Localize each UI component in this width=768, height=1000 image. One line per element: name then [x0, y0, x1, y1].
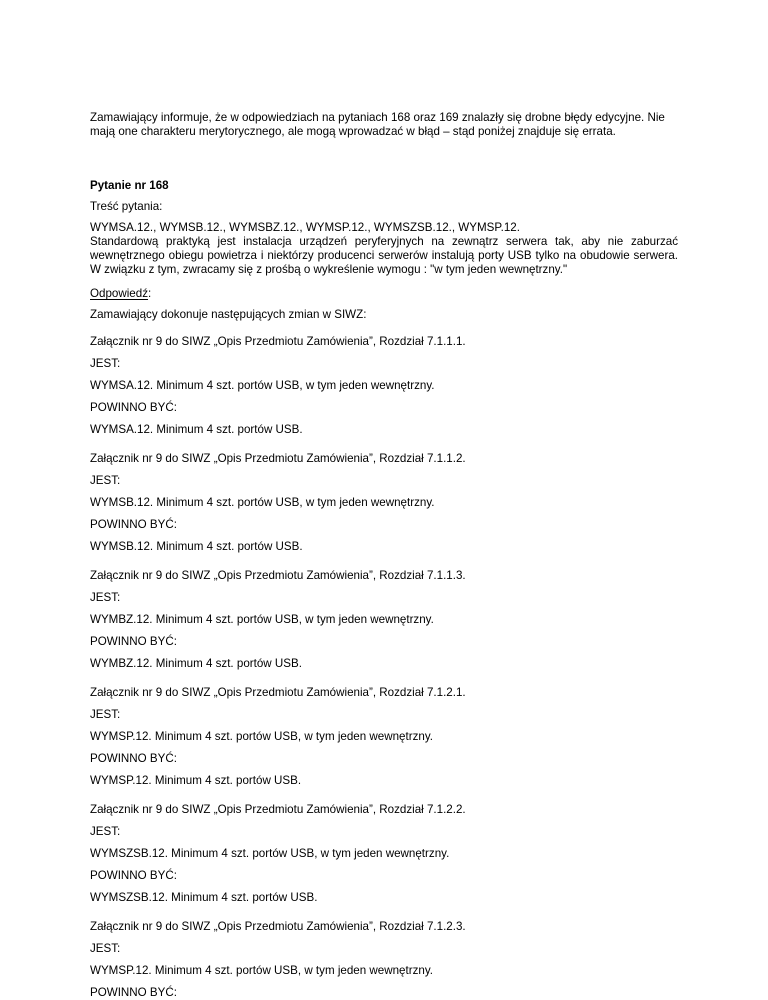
is-text: WYMSP.12. Minimum 4 szt. portów USB, w tym jeden wewnętrzny.: [90, 730, 433, 743]
should-be-text: WYMBZ.12. Minimum 4 szt. portów USB.: [90, 657, 302, 670]
is-label: JEST:: [90, 708, 121, 721]
document-page: [90, 111, 678, 1000]
should-be-text: WYMSA.12. Minimum 4 szt. portów USB.: [90, 423, 303, 436]
should-be-label: POWINNO BYĆ:: [90, 401, 177, 414]
change-reference: Załącznik nr 9 do SIWZ „Opis Przedmiotu Zamówienia”, Rozdział 7.1.1.3.: [90, 569, 466, 582]
answer-label-text: Odpowiedź: [90, 287, 149, 300]
should-be-text: WYMSZSB.12. Minimum 4 szt. portów USB.: [90, 891, 318, 904]
change-item: [90, 569, 678, 671]
change-item: [90, 686, 678, 788]
change-reference: Załącznik nr 9 do SIWZ „Opis Przedmiotu Zamówienia”, Rozdział 7.1.2.1.: [90, 686, 466, 699]
is-text: WYMSZSB.12. Minimum 4 szt. portów USB, w tym jeden wewnętrzny.: [90, 847, 450, 860]
question-text: [90, 221, 678, 277]
should-be-label: POWINNO BYĆ:: [90, 752, 177, 765]
change-reference: Załącznik nr 9 do SIWZ „Opis Przedmiotu Zamówienia”, Rozdział 7.1.1.2.: [90, 452, 466, 465]
change-reference: Załącznik nr 9 do SIWZ „Opis Przedmiotu Zamówienia”, Rozdział 7.1.1.1.: [90, 335, 466, 348]
is-label: JEST:: [90, 591, 121, 604]
answer-label: [90, 287, 678, 301]
question-label: Treść pytania:: [90, 200, 163, 213]
is-text: WYMBZ.12. Minimum 4 szt. portów USB, w tym jeden wewnętrzny.: [90, 613, 434, 626]
should-be-text: WYMSP.12. Minimum 4 szt. portów USB.: [90, 774, 302, 787]
is-text: WYMSB.12. Minimum 4 szt. portów USB, w tym jeden wewnętrzny.: [90, 496, 435, 509]
should-be-label: POWINNO BYĆ:: [90, 635, 177, 648]
change-item: [90, 803, 678, 905]
is-label: JEST:: [90, 942, 121, 955]
change-item: [90, 452, 678, 554]
should-be-label: POWINNO BYĆ:: [90, 869, 177, 882]
change-reference: Załącznik nr 9 do SIWZ „Opis Przedmiotu Zamówienia”, Rozdział 7.1.2.3.: [90, 920, 466, 933]
should-be-text: WYMSB.12. Minimum 4 szt. portów USB.: [90, 540, 303, 553]
changes-list: [90, 335, 678, 1000]
question-line: WYMSA.12., WYMSB.12., WYMSBZ.12., WYMSP.12., WYMSZSB.12., WYMSP.12.: [90, 221, 520, 234]
is-text: WYMSA.12. Minimum 4 szt. portów USB, w tym jeden wewnętrzny.: [90, 379, 435, 392]
change-item: [90, 920, 678, 1000]
is-label: JEST:: [90, 357, 121, 370]
is-label: JEST:: [90, 825, 121, 838]
answer-intro: Zamawiający dokonuje następujących zmian w SIWZ:: [90, 308, 367, 321]
answer-label-suffix: :: [148, 287, 152, 300]
question-line: Standardową praktyką jest instalacja urządzeń peryferyjnych na zewnątrz serwera tak, aby nie zaburzać wewnętrznego obiegu powietrza i niektórzy producenci serwerów instalują porty USB tylko na obudowie serwera. W związku z tym, zwracamy się z prośbą o wykreślenie wymogu : "w tym jeden wewnętrzny.": [90, 235, 678, 276]
question-heading: Pytanie nr 168: [90, 179, 169, 192]
is-label: JEST:: [90, 474, 121, 487]
should-be-label: POWINNO BYĆ:: [90, 986, 177, 999]
is-text: WYMSP.12. Minimum 4 szt. portów USB, w tym jeden wewnętrzny.: [90, 964, 433, 977]
intro-paragraph: Zamawiający informuje, że w odpowiedziach na pytaniach 168 oraz 169 znalazły się drobne błędy edycyjne. Nie mają one charakteru merytorycznego, ale mogą wprowadzać w błąd – stąd poniżej znajduje się errata.: [90, 111, 665, 138]
change-item: [90, 335, 678, 437]
should-be-label: POWINNO BYĆ:: [90, 518, 177, 531]
change-reference: Załącznik nr 9 do SIWZ „Opis Przedmiotu Zamówienia”, Rozdział 7.1.2.2.: [90, 803, 466, 816]
